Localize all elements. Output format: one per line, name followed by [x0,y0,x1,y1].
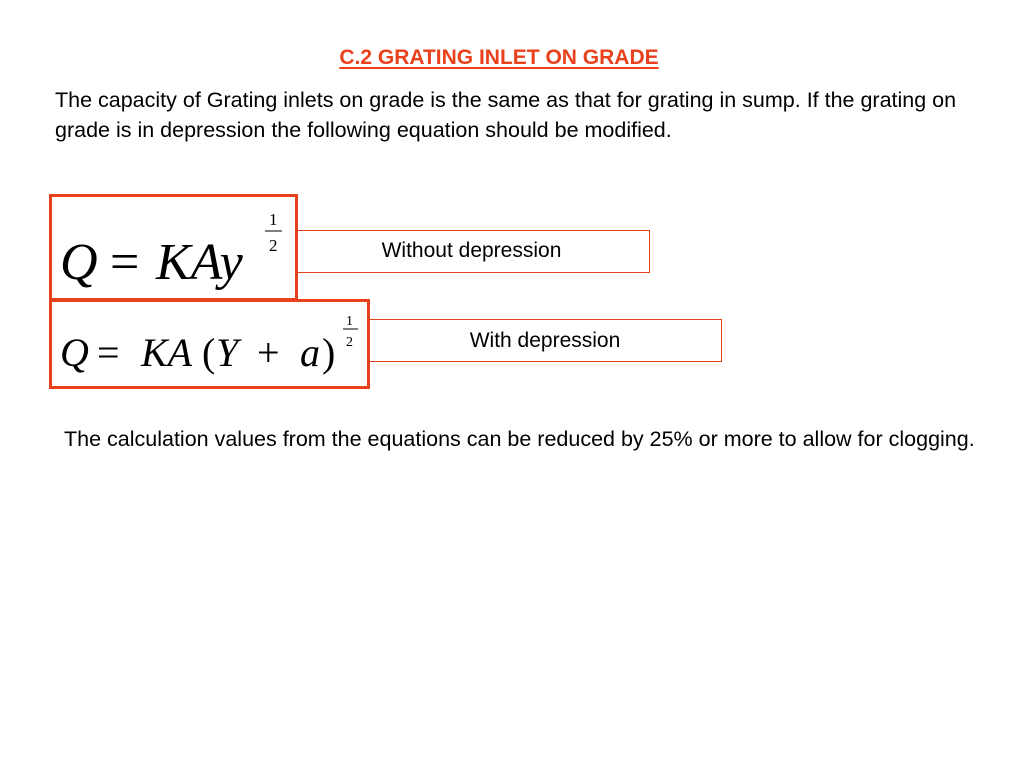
eq1-equals: = [110,234,140,291]
eq2-exp-den: 2 [346,335,353,350]
eq2-y: Y [216,330,239,375]
eq2-left-paren: ( [202,330,216,375]
label-without-depression [293,230,650,273]
eq1-exp-num: 1 [269,210,278,229]
slide-title: C.2 GRATING INLET ON GRADE [339,46,659,69]
eq2-ka: KA [141,330,193,375]
eq2-exp-num: 1 [346,314,353,329]
eq2-a: a [300,330,320,375]
label-without-depression-text: Without depression [381,239,562,262]
equation-with-depression [49,299,370,389]
eq2-lhs: Q [60,330,89,375]
label-with-depression [368,319,722,362]
eq1-rhs: KAy [156,234,243,291]
equation-with-depression-formula [52,302,367,386]
label-with-depression-text: With depression [469,329,621,352]
eq2-plus: + [257,330,280,375]
footer-paragraph: The calculation values from the equations can be reduced by 25% or more to allow for clogging. [64,427,975,451]
eq1-lhs: Q [60,234,98,291]
eq1-exp-den: 2 [269,236,278,255]
equation-without-depression-formula [52,197,295,298]
eq2-equals: = [97,330,120,375]
intro-paragraph: The capacity of Grating inlets on grade is the same as that for grating in sump. If the grating on grade is in depression the following equation should be modified. [55,88,957,142]
equation-without-depression [49,194,298,301]
eq2-right-paren: ) [322,330,336,375]
